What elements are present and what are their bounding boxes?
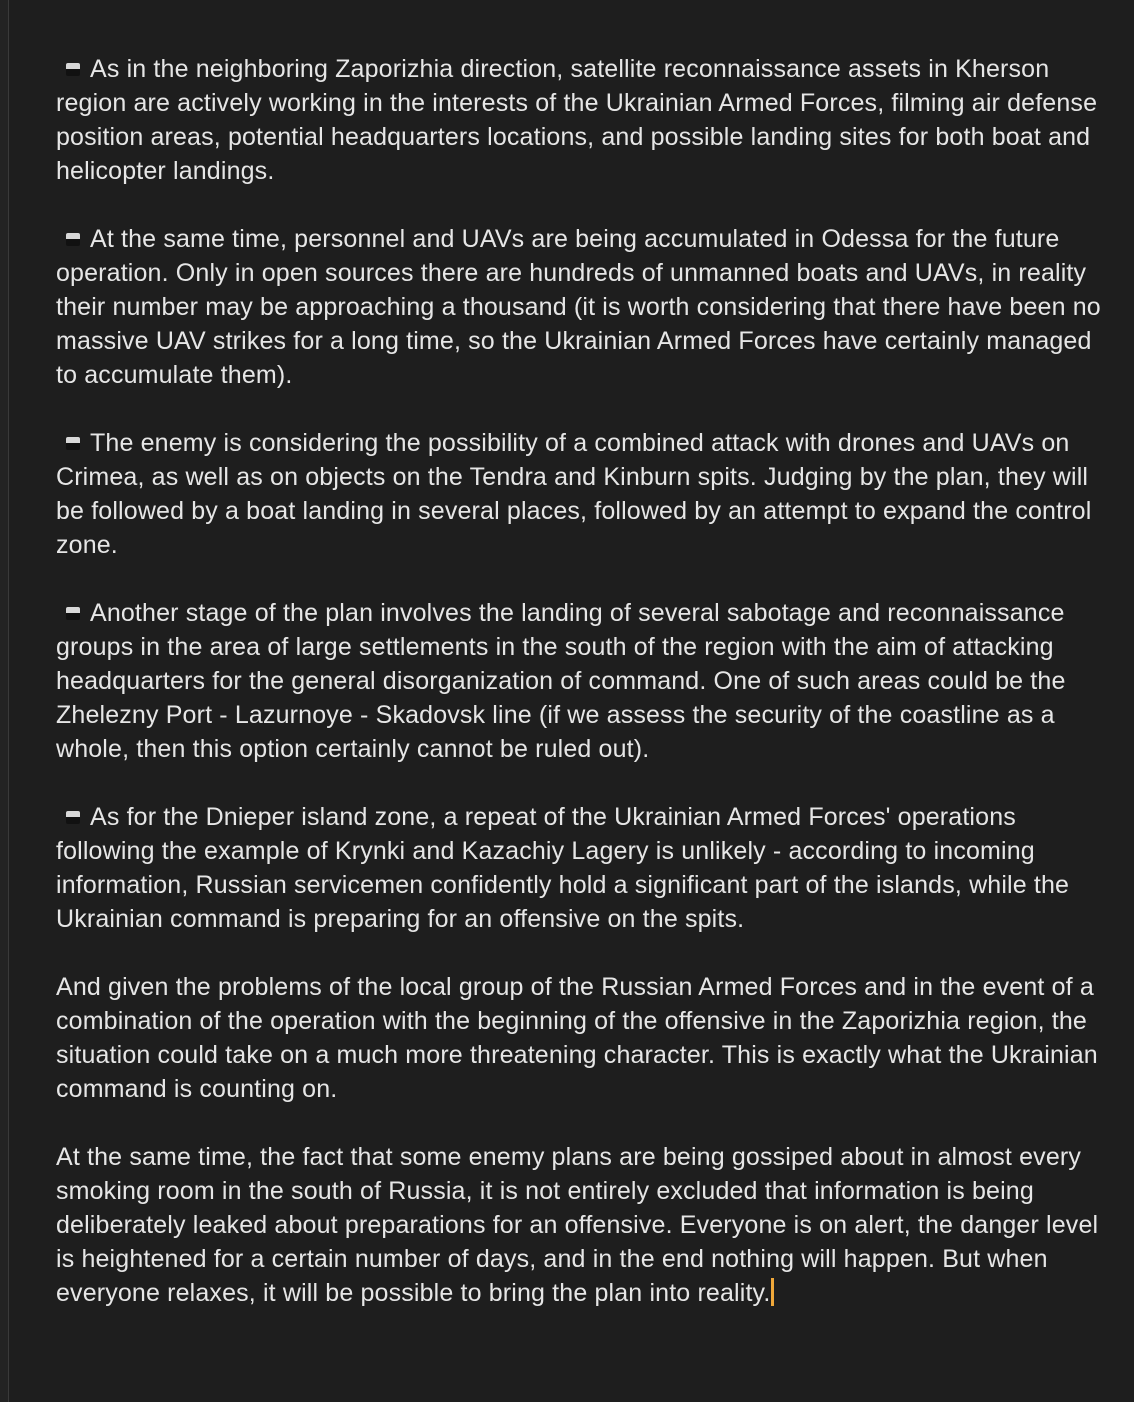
text-cursor — [771, 1278, 774, 1306]
paragraph-5 — [56, 800, 1116, 936]
black-square-button-icon — [66, 607, 80, 620]
paragraph-text: The enemy is considering the possibility of a combined attack with drones and UAVs on Crimea, as well as on objects on the Tendra and Kinburn spits. Judging by the plan, they will be followed by a boat landing in several places, followed by an attempt to expand the control zone. — [56, 429, 1092, 559]
paragraph-text: As in the neighboring Zaporizhia direction, satellite reconnaissance assets in Kherson region are actively working in the interests of the Ukrainian Armed Forces, filming air defense position areas, potential headquarters locations, and possible landing sites for both boat and helicopter landings. — [56, 55, 1098, 185]
black-square-button-icon — [66, 811, 80, 824]
black-square-button-icon — [66, 63, 80, 76]
editor-left-border — [0, 0, 9, 1402]
paragraph-2 — [56, 222, 1116, 392]
paragraph-text: At the same time, the fact that some enemy plans are being gossiped about in almost every smoking room in the south of Russia, it is not entirely excluded that information is being deliberately leaked about preparations for an offensive. Everyone is on alert, the danger level is heightened for a certain number of days, and in the end nothing will happen. But when everyone relaxes, it will be possible to bring the plan into reality. — [56, 1143, 1099, 1307]
paragraph-7 — [56, 1140, 1116, 1310]
paragraph-text: And given the problems of the local group of the Russian Armed Forces and in the event of a combination of the operation with the beginning of the offensive in the Zaporizhia region, the situation could take on a much more threatening character. This is exactly what the Ukrainian command is counting on. — [56, 973, 1098, 1103]
text-editor[interactable] — [56, 52, 1116, 1310]
paragraph-text: At the same time, personnel and UAVs are being accumulated in Odessa for the future operation. Only in open sources there are hundreds of unmanned boats and UAVs, in reality their number may be approaching a thousand (it is worth considering that there have been no massive UAV strikes for a long time, so the Ukrainian Armed Forces have certainly managed to accumulate them). — [56, 225, 1101, 389]
paragraph-text: Another stage of the plan involves the landing of several sabotage and reconnaissance groups in the area of large settlements in the south of the region with the aim of attacking headquarters for the general disorganization of command. One of such areas could be the Zhelezny Port - Lazurnoye - Skadovsk line (if we assess the security of the coastline as a whole, then this option certainly cannot be ruled out). — [56, 599, 1066, 763]
black-square-button-icon — [66, 233, 80, 246]
paragraph-4 — [56, 596, 1116, 766]
paragraph-6 — [56, 970, 1116, 1106]
paragraph-text: As for the Dnieper island zone, a repeat of the Ukrainian Armed Forces' operations following the example of Krynki and Kazachiy Lagery is unlikely - according to incoming information, Russian servicemen confidently hold a significant part of the islands, while the Ukrainian command is preparing for an offensive on the spits. — [56, 803, 1070, 933]
black-square-button-icon — [66, 437, 80, 450]
paragraph-3 — [56, 426, 1116, 562]
paragraph-1 — [56, 52, 1116, 188]
